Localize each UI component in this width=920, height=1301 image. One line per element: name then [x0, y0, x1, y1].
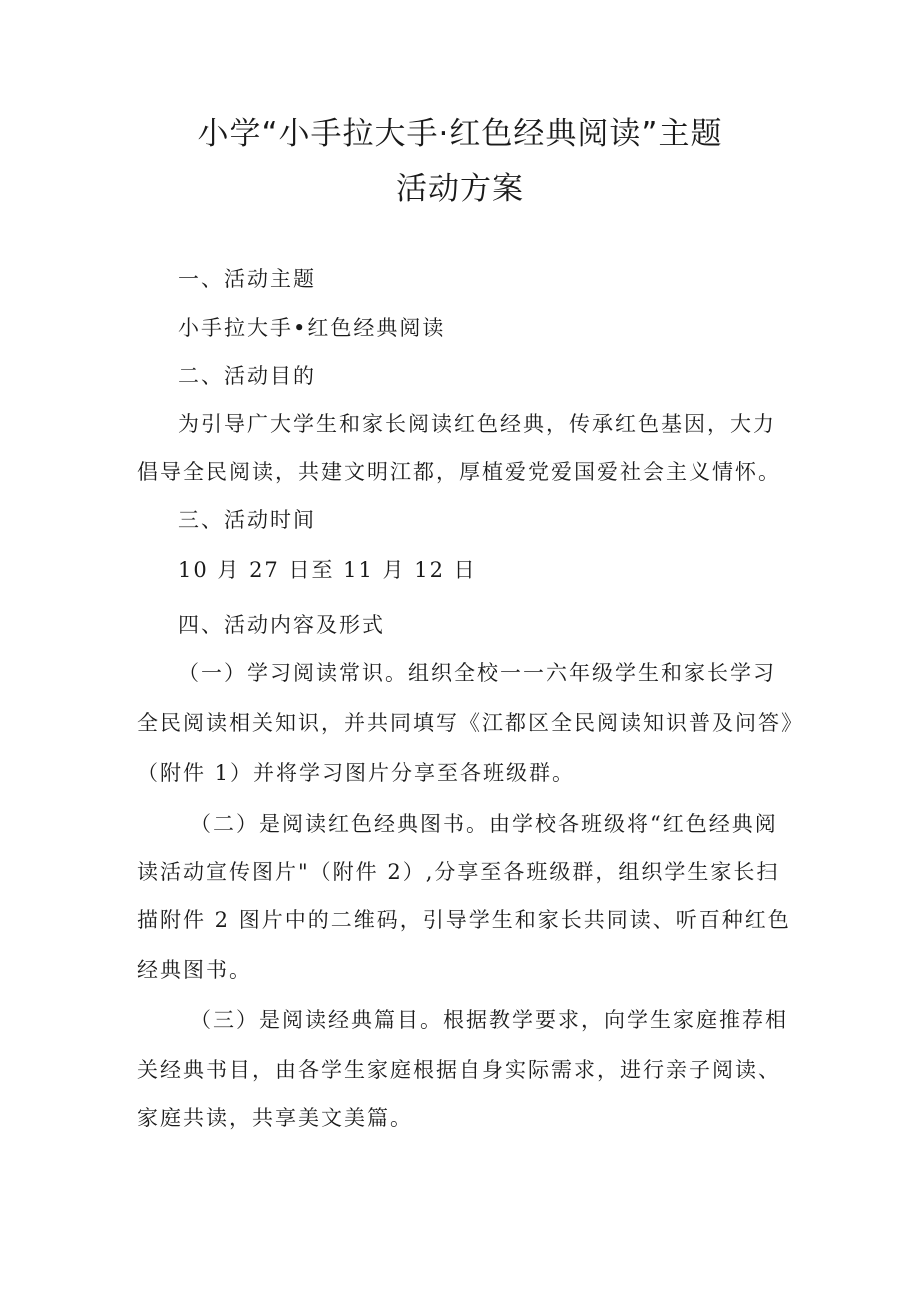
document-title-line-1: 小学“小手拉大手·红色经典阅读”主题 — [197, 116, 723, 152]
paragraph-item-2-line-2: 读活动宣传图片"（附件 2）,分享至各班级群，组织学生家长扫 — [137, 860, 780, 884]
paragraph-purpose-line-2: 倡导全民阅读，共建文明江都，厚植爱党爱国爱社会主义情怀。 — [137, 460, 781, 484]
paragraph-item-3-line-1: （三）是阅读经典篇目。根据教学要求，向学生家庭推荐相 — [190, 1008, 788, 1032]
paragraph-item-1-line-1: （一）学习阅读常识。组织全校一一六年级学生和家长学习 — [178, 661, 776, 685]
paragraph-item-1-line-3: （附件 1）并将学习图片分享至各班级群。 — [137, 761, 576, 785]
paragraph-item-1-line-2: 全民阅读相关知识，并共同填写《江都区全民阅读知识普及问答》 — [137, 711, 804, 735]
section-heading-content: 四、活动内容及形式 — [178, 613, 385, 637]
paragraph-item-2-line-1: （二）是阅读红色经典图书。由学校各班级将“红色经典阅 — [190, 812, 778, 836]
section-heading-purpose: 二、活动目的 — [178, 364, 316, 388]
paragraph-item-2-line-3: 描附件 2 图片中的二维码，引导学生和家长共同读、听百种红色 — [137, 908, 791, 932]
paragraph-item-3-line-3: 家庭共读，共享美文美篇。 — [137, 1106, 413, 1130]
paragraph-time: 10 月 27 日至 11 月 12 日 — [178, 558, 477, 582]
paragraph-purpose-line-1: 为引导广大学生和家长阅读红色经典，传承红色基因，大力 — [178, 412, 776, 436]
paragraph-item-3-line-2: 关经典书目，由各学生家庭根据自身实际需求，进行亲子阅读、 — [137, 1058, 781, 1082]
paragraph-item-2-line-4: 经典图书。 — [137, 958, 252, 982]
section-heading-theme: 一、活动主题 — [178, 267, 316, 291]
document-title-line-2: 活动方案 — [396, 171, 524, 207]
section-heading-time: 三、活动时间 — [178, 508, 316, 532]
paragraph-theme: 小手拉大手•红色经典阅读 — [178, 316, 446, 340]
